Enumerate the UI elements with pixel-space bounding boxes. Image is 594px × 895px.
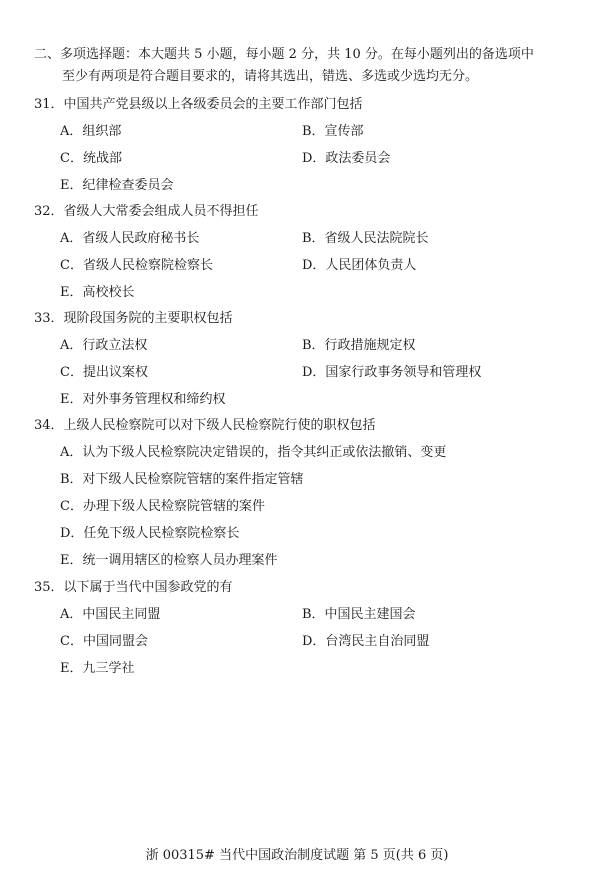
option-row (34, 172, 564, 199)
question-stem: 35．以下属于当代中国参政党的有 (34, 580, 233, 595)
option-row (34, 439, 564, 466)
option-e: E．九三学社 (60, 661, 135, 676)
question-stem: 34．上级人民检察院可以对下级人民检察院行使的职权包括 (34, 418, 376, 433)
question-35 (34, 575, 564, 682)
option-d: D．任免下级人民检察院检察长 (60, 526, 240, 541)
option-e: E．高校校长 (60, 285, 135, 300)
option-a: A．中国民主同盟 (60, 607, 161, 622)
option-e: E．统一调用辖区的检察人员办理案件 (60, 553, 278, 568)
option-d: D．台湾民主自治同盟 (302, 634, 430, 649)
option-row (34, 332, 564, 359)
section-heading (34, 44, 564, 88)
option-e: E．纪律检查委员会 (60, 178, 174, 193)
section-heading-line-1: 二、多项选择题：本大题共 5 小题，每小题 2 分，共 10 分。在每小题列出的备选项中 (34, 47, 534, 62)
option-row (34, 252, 564, 279)
option-b: B．省级人民法院院长 (302, 231, 429, 246)
option-b: B．行政措施规定权 (302, 338, 416, 353)
option-c: C．中国同盟会 (60, 634, 148, 649)
option-row (34, 547, 564, 574)
option-c: C．提出议案权 (60, 365, 148, 380)
option-row (34, 655, 564, 682)
question-31 (34, 92, 564, 199)
option-d: D．人民团体负责人 (302, 258, 417, 273)
option-c: C．办理下级人民检察院管辖的案件 (60, 499, 265, 514)
option-row (34, 359, 564, 386)
question-stem: 33．现阶段国务院的主要职权包括 (34, 311, 233, 326)
option-row (34, 493, 564, 520)
page-footer: 浙 00315# 当代中国政治制度试题 第 5 页(共 6 页) (145, 848, 449, 863)
question-32 (34, 199, 564, 306)
question-stem: 31．中国共产党县级以上各级委员会的主要工作部门包括 (34, 97, 363, 112)
option-c: C．统战部 (60, 151, 122, 166)
option-row (34, 145, 564, 172)
option-row (34, 466, 564, 493)
option-row (34, 520, 564, 547)
option-row (34, 386, 564, 413)
option-d: D．政法委员会 (302, 151, 391, 166)
option-a: A．行政立法权 (60, 338, 148, 353)
option-a: A．省级人民政府秘书长 (60, 231, 200, 246)
option-a: A．组织部 (60, 124, 122, 139)
option-e: E．对外事务管理权和缔约权 (60, 392, 226, 407)
option-d: D．国家行政事务领导和管理权 (302, 365, 482, 380)
question-34 (34, 413, 564, 574)
option-b: B．宣传部 (302, 124, 364, 139)
option-row (34, 279, 564, 306)
option-b: B．对下级人民检察院管辖的案件指定管辖 (60, 472, 304, 487)
option-row (34, 118, 564, 145)
section-heading-line-2: 至少有两项是符合题目要求的，请将其选出，错选、多选或少选均无分。 (62, 69, 479, 84)
option-row (34, 628, 564, 655)
option-row (34, 601, 564, 628)
option-a: A．认为下级人民检察院决定错误的，指令其纠正或依法撤销、变更 (60, 445, 447, 460)
question-33 (34, 306, 564, 413)
option-row (34, 225, 564, 252)
option-b: B．中国民主建国会 (302, 607, 416, 622)
option-c: C．省级人民检察院检察长 (60, 258, 213, 273)
question-stem: 32．省级人大常委会组成人员不得担任 (34, 204, 259, 219)
